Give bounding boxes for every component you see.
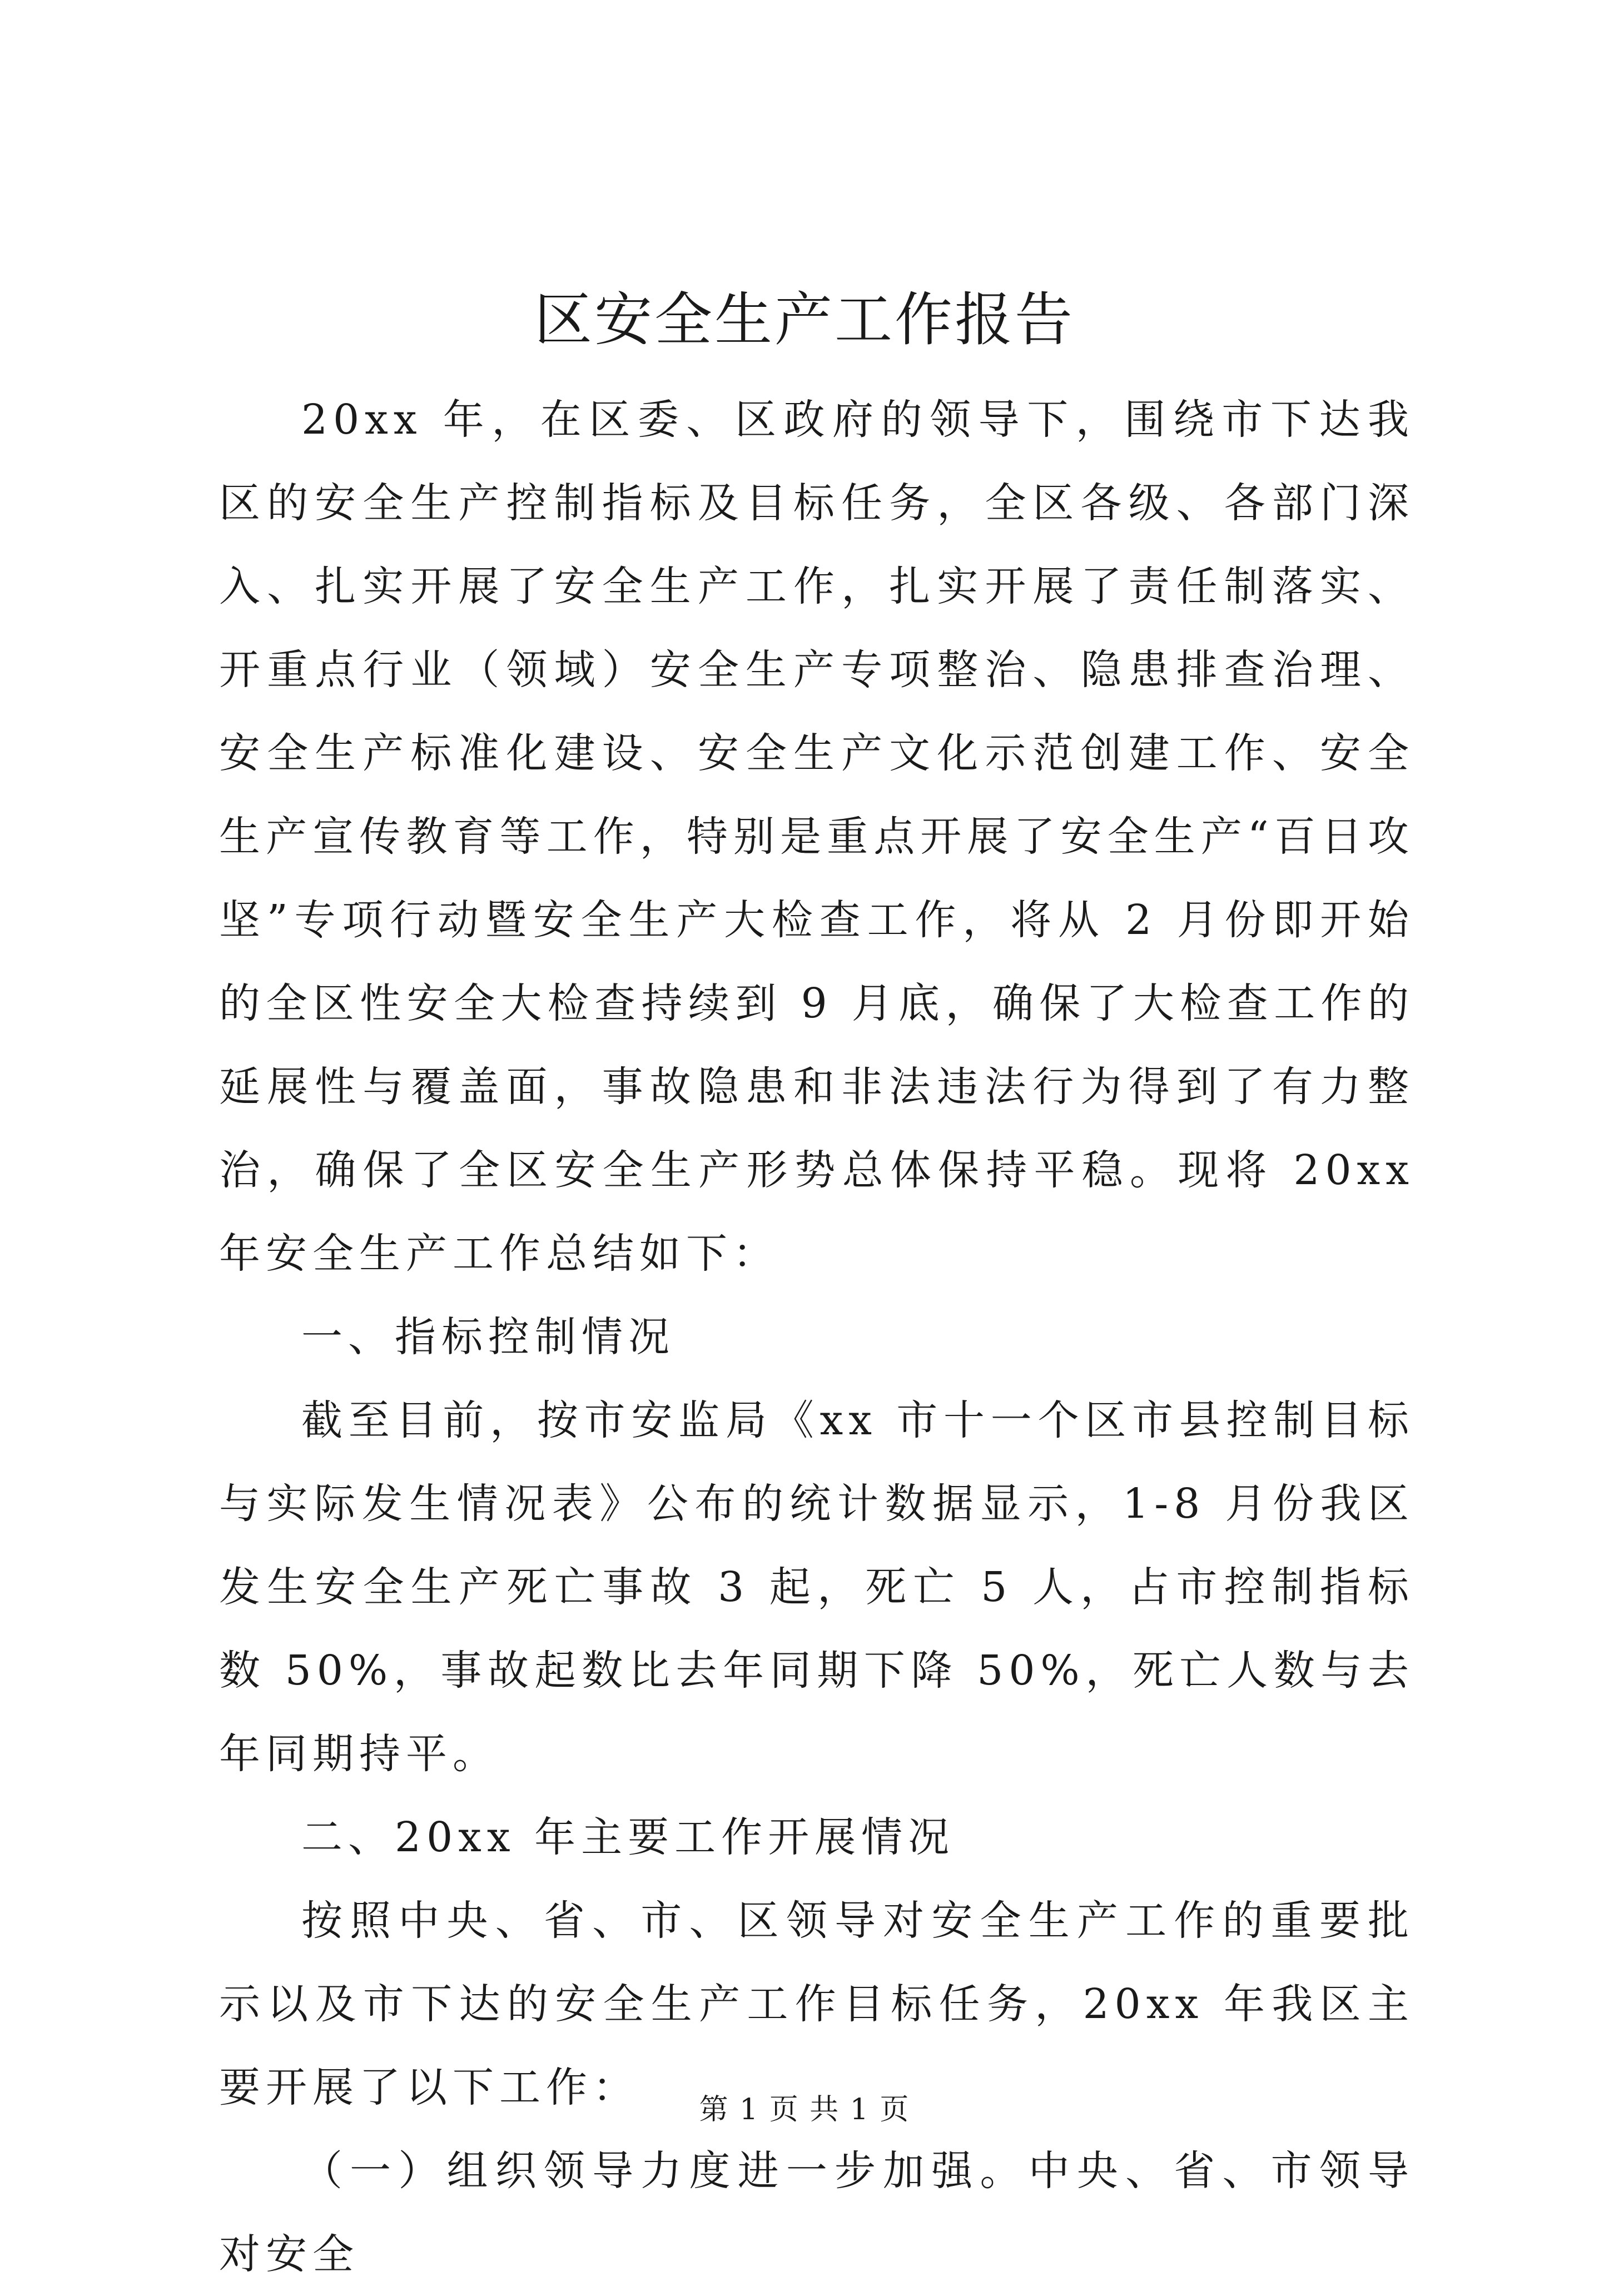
section-heading-1: 一、指标控制情况 — [301, 1313, 675, 1361]
document-body — [219, 378, 1414, 2296]
paragraph-intro: 20xx 年，在区委、区政府的领导下，围绕市下达我区的安全生产控制指标及目标任务，全区各级、各部门深入、扎实开展了安全生产工作，扎实开展了责任制落实、开重点行业（领域）安全生产专项整治、隐患排查治理、安全生产标准化建设、安全生产文化示范创建工作、安全生产宣传教育等工作，特别是重点开展了安全生产“百日攻坚”专项行动暨安全生产大检查工作，将从 2 月份即开始的全区性安全大检查持续到 9 月底，确保了大检查工作的延展性与覆盖面，事故隐患和非法违法行为得到了有力整治，确保了全区安全生产形势总体保持平稳。现将 20xx 年安全生产工作总结如下： — [219, 396, 1414, 1278]
paragraph-indicators: 截至目前，按市安监局《xx 市十一个区市县控制目标与实际发生情况表》公布的统计数据显示，1-8 月份我区发生安全生产死亡事故 3 起，死亡 5 人，占市控制指标数 50%，事故起数比去年同期下降 50%，死亡人数与去年同期持平。 — [219, 1397, 1414, 1778]
page-footer: 第 1 页 共 1 页 — [699, 2093, 910, 2126]
section-heading-2: 二、20xx 年主要工作开展情况 — [301, 1813, 955, 1861]
paragraph-work-overview: 按照中央、省、市、区领导对安全生产工作的重要批示以及市下达的安全生产工作目标任务，20xx 年我区主要开展了以下工作： — [219, 1897, 1414, 2111]
paragraph-subsection-1: （一）组织领导力度进一步加强。中央、省、市领导对安全 — [219, 2147, 1414, 2278]
document-title: 区安全生产工作报告 — [534, 286, 1075, 354]
